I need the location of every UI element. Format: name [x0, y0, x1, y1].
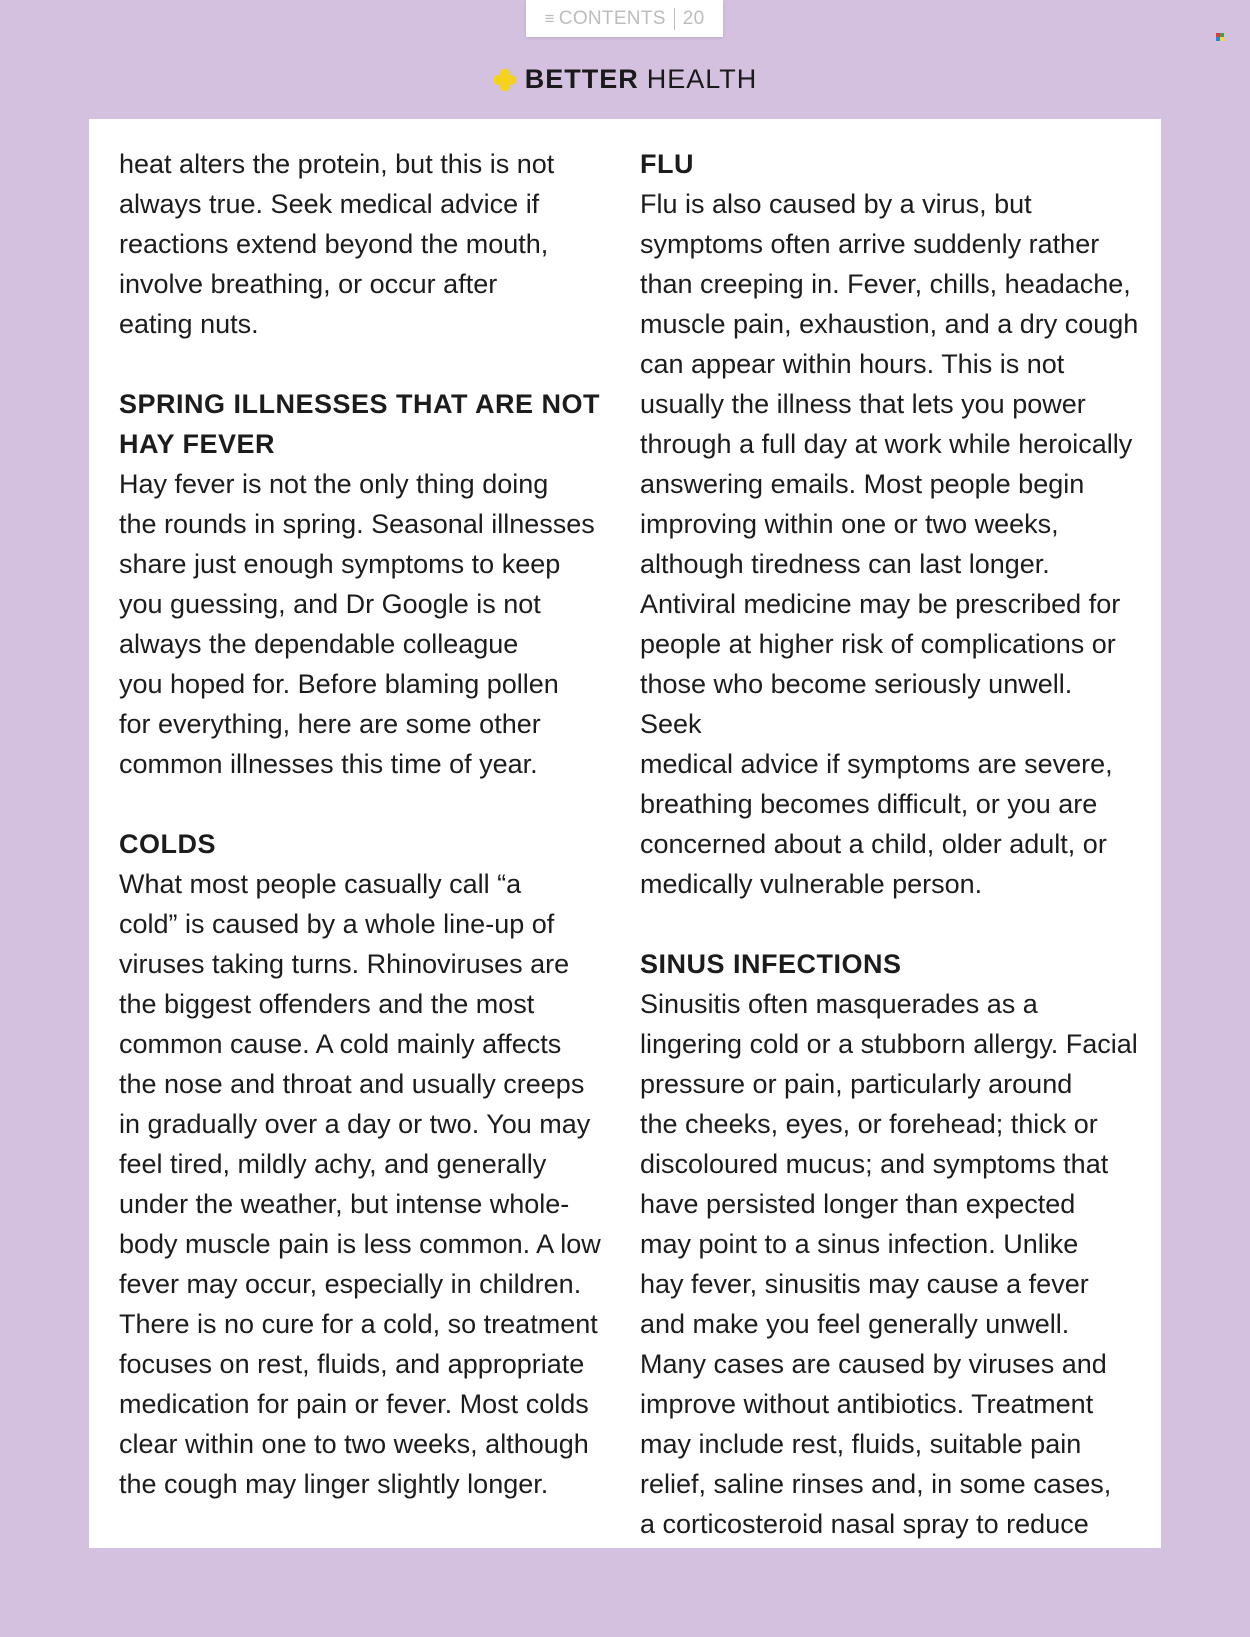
colds-heading: COLDS — [119, 829, 216, 859]
flu-heading: FLU — [640, 149, 694, 179]
intro-paragraph: heat alters the protein, but this is not always true. Seek medical advice if reactions extend beyond the mouth, involve breathing, or occur after eating nuts. — [119, 149, 555, 339]
hamburger-icon: ≡ — [544, 8, 555, 28]
yellow-flower-icon — [493, 68, 517, 92]
contents-label: CONTENTS — [558, 7, 666, 29]
page-number: 20 — [682, 7, 705, 29]
contents-button[interactable] — [526, 0, 723, 37]
divider — [674, 8, 675, 30]
masthead-light: HEALTH — [646, 64, 758, 94]
flu-paragraph: Flu is also caused by a virus, but symptoms often arrive suddenly rather than creeping in. Fever, chills, headache, muscle pain, exhaustion, and a dry cough can appear within hours. This is not usually the illness that lets you power through a full day at work while heroically answering emails. Most people begin improving within one or two weeks, although tiredness can last longer. Antiviral medicine may be prescribed for people at higher risk of complications or those who become seriously unwell. Seek medical advice if symptoms are severe, breathing becomes difficult, or you are concerned about a child, older adult, or medically vulnerable person. — [640, 189, 1139, 899]
sinus-infections-heading: SINUS INFECTIONS — [640, 949, 902, 979]
left-column — [119, 144, 619, 1504]
colds-paragraph: What most people casually call “a cold” is caused by a whole line-up of viruses taking turns. Rhinoviruses are the biggest offenders and the most common cause. A cold mainly affects the nose and throat and usually creeps in gradually over a day or two. You may feel tired, mildly achy, and generally under the weather, but intense whole- body muscle pain is less common. A low fever may occur, especially in children. There is no cure for a cold, so treatment focuses on rest, fluids, and appropriate medication for pain or fever. Most colds clear within one to two weeks, although the cough may linger slightly longer. — [119, 869, 601, 1499]
sinus-infections-paragraph: Sinusitis often masquerades as a lingering cold or a stubborn allergy. Facial pressure or pain, particularly around the cheeks, eyes, or forehead; thick or discoloured mucus; and symptoms that have persisted longer than expected may point to a sinus infection. Unlike hay fever, sinusitis may cause a fever and make you feel generally unwell. Many cases are caused by viruses and improve without antibiotics. Treatment may include rest, fluids, suitable pain relief, saline rinses and, in some cases, a corticosteroid nasal spray to reduce — [640, 989, 1138, 1539]
multicolor-dot-icon — [1216, 33, 1224, 41]
spring-illnesses-paragraph: Hay fever is not the only thing doing the rounds in spring. Seasonal illnesses share just enough symptoms to keep you guessing, and Dr Google is not always the dependable colleague you hoped for. Before blaming pollen for everything, here are some other common illnesses this time of year. — [119, 469, 595, 779]
right-column — [640, 144, 1140, 1544]
article-card — [89, 119, 1161, 1548]
masthead-bold: BETTER — [524, 64, 639, 94]
section-masthead — [0, 64, 1250, 95]
spring-illnesses-heading: SPRING ILLNESSES THAT ARE NOT HAY FEVER — [119, 389, 601, 459]
